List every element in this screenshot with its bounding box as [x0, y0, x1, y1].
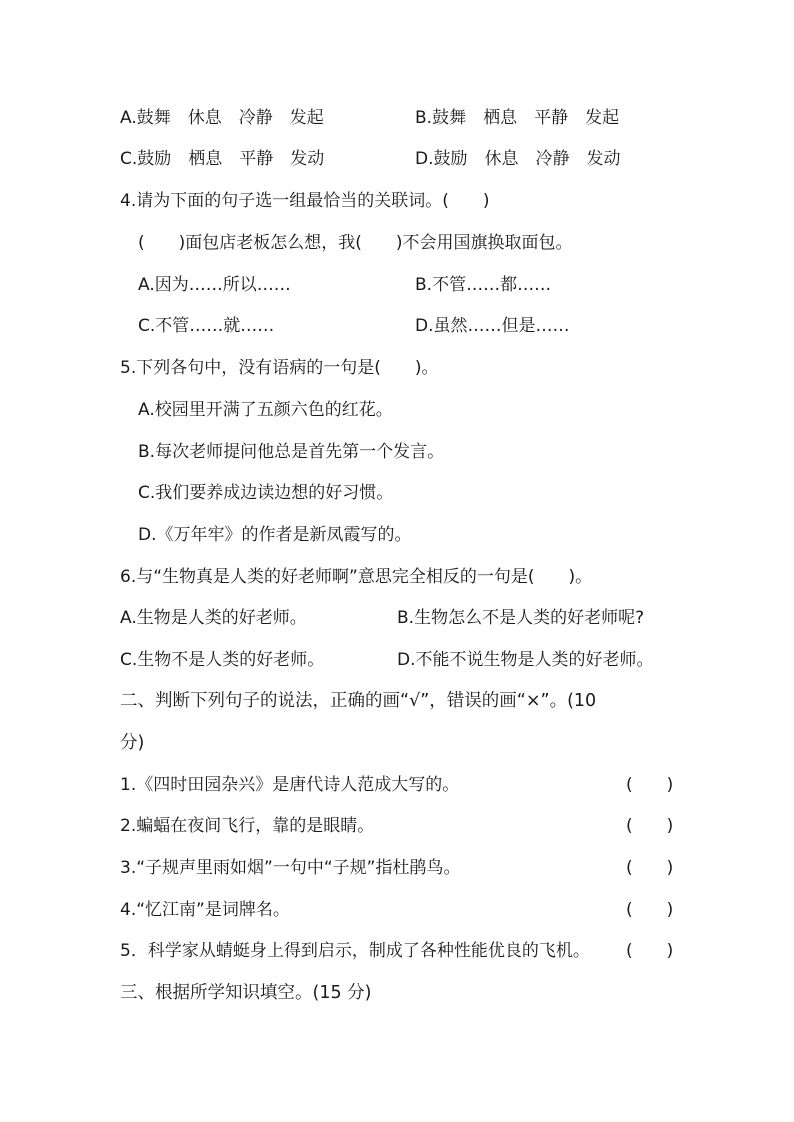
judgement-item-1	[0, 770, 794, 800]
q5-option-b-row	[0, 437, 794, 467]
q4-stem: 4.请为下面的句子选一组最恰当的关联词。( )	[120, 191, 490, 211]
judgement-item-2-text: 2.蝙蝠在夜间飞行，靠的是眼睛。	[120, 816, 375, 836]
judgement-item-4	[0, 895, 794, 925]
q4-option-d: D.虽然……但是……	[415, 316, 570, 336]
q3-option-c: C.鼓励 栖息 平静 发动	[120, 149, 325, 169]
judgement-item-2-blank[interactable]: ( )	[626, 816, 674, 836]
q5-option-b: B.每次老师提问他总是首先第一个发言。	[138, 442, 445, 462]
section-2-title: 二、判断下列句子的说法，正确的画“√”，错误的画“×”。(10	[120, 691, 597, 711]
q5-option-a-row	[0, 395, 794, 425]
q4-options-row-1	[0, 270, 794, 300]
q5-stem-row	[0, 353, 794, 383]
q5-stem: 5.下列各句中，没有语病的一句是( )。	[120, 358, 439, 378]
section-2-title-row-2	[0, 728, 794, 758]
judgement-item-1-blank[interactable]: ( )	[626, 775, 674, 795]
judgement-item-4-text: 4.“忆江南”是词牌名。	[120, 900, 290, 920]
q5-option-c-row	[0, 478, 794, 508]
q4-sentence: ( )面包店老板怎么想，我( )不会用国旗换取面包。	[138, 233, 573, 253]
q4-option-b: B.不管……都……	[415, 275, 552, 295]
q3-option-b: B.鼓舞 栖息 平静 发起	[415, 108, 620, 128]
judgement-item-3	[0, 853, 794, 883]
q3-options-row-1	[0, 103, 794, 133]
q4-stem-row	[0, 186, 794, 216]
judgement-item-5	[0, 936, 794, 966]
q3-options-row-2	[0, 144, 794, 174]
judgement-item-5-text: 5．科学家从蜻蜓身上得到启示，制成了各种性能优良的飞机。	[120, 941, 590, 961]
q4-options-row-2	[0, 311, 794, 341]
q5-option-d-row	[0, 520, 794, 550]
q6-option-d: D.不能不说生物是人类的好老师。	[397, 650, 654, 670]
q4-option-a: A.因为……所以……	[138, 275, 291, 295]
section-2-title-continued: 分)	[120, 733, 145, 753]
section-3-title: 三、根据所学知识填空。(15 分)	[120, 983, 372, 1003]
q5-option-d: D.《万年牢》的作者是新凤霞写的。	[138, 525, 412, 545]
q6-options-row-1	[0, 603, 794, 633]
q6-option-c: C.生物不是人类的好老师。	[120, 650, 325, 670]
q4-option-c: C.不管……就……	[138, 316, 275, 336]
q5-option-a: A.校园里开满了五颜六色的红花。	[138, 400, 393, 420]
q5-option-c: C.我们要养成边读边想的好习惯。	[138, 483, 394, 503]
judgement-item-4-blank[interactable]: ( )	[626, 900, 674, 920]
q4-sentence-row	[0, 228, 794, 258]
judgement-item-1-text: 1.《四时田园杂兴》是唐代诗人范成大写的。	[120, 775, 460, 795]
q6-option-b: B.生物怎么不是人类的好老师呢?	[397, 608, 645, 628]
q6-stem-row	[0, 562, 794, 592]
section-3-title-row	[0, 978, 794, 1008]
judgement-item-2	[0, 811, 794, 841]
q6-options-row-2	[0, 645, 794, 675]
q3-option-a: A.鼓舞 休息 冷静 发起	[120, 108, 324, 128]
judgement-item-3-blank[interactable]: ( )	[626, 858, 674, 878]
section-2-title-row-1	[0, 686, 794, 716]
q3-option-d: D.鼓励 休息 冷静 发动	[415, 149, 621, 169]
q6-stem: 6.与“生物真是人类的好老师啊”意思完全相反的一句是( )。	[120, 567, 593, 587]
q6-option-a: A.生物是人类的好老师。	[120, 608, 307, 628]
judgement-item-3-text: 3.“子规声里雨如烟”一句中“子规”指杜鹃鸟。	[120, 858, 461, 878]
judgement-item-5-blank[interactable]: ( )	[626, 941, 674, 961]
